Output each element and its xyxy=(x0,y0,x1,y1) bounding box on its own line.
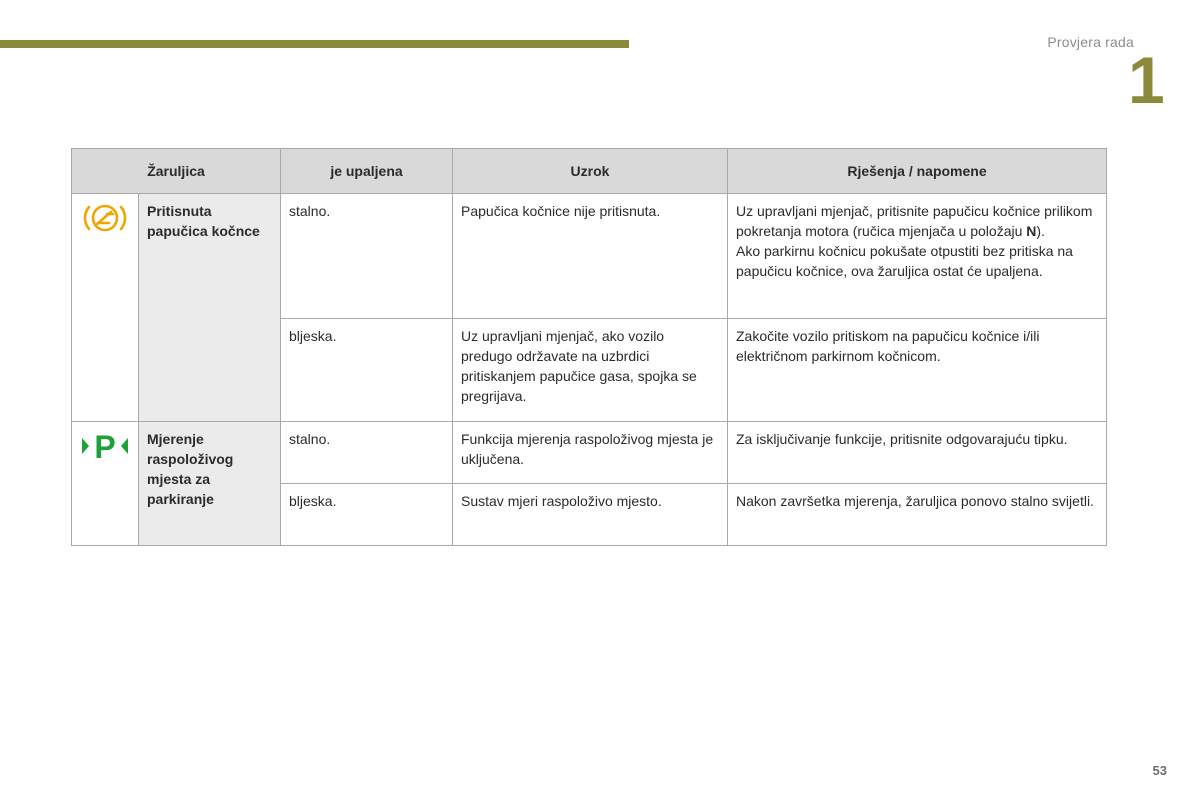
solution-text: Uz upravljani mjenjač, pritisnite papučicu kočnice prilikom pokretanja motora (ručica mjenjača u položaju xyxy=(736,203,1093,239)
cause-cell: Funkcija mjerenja raspoloživog mjesta je uključena. xyxy=(453,422,728,484)
parking-icon-letter: P xyxy=(94,429,116,463)
column-header-state: je upaljena xyxy=(281,149,453,194)
section-title: Provjera rada xyxy=(1047,34,1134,50)
table-header-row xyxy=(72,149,1107,194)
solution-cell xyxy=(728,194,1107,319)
solution-cell: Zakočite vozilo pritiskom na papučicu kočnice i/ili električnom parkirnom kočnicom. xyxy=(728,319,1107,422)
state-cell: bljeska. xyxy=(281,484,453,546)
solution-text-note: Ako parkirnu kočnicu pokušate otpustiti bez pritiska na papučicu kočnice, ova žaruljica ostat će upaljena. xyxy=(736,243,1073,279)
icon-cell xyxy=(72,422,139,546)
column-header-lamp: Žaruljica xyxy=(72,149,281,194)
solution-cell: Nakon završetka mjerenja, žaruljica ponovo stalno svijetli. xyxy=(728,484,1107,546)
lamp-name: Pritisnuta papučica kočnce xyxy=(139,194,281,422)
header-accent-bar xyxy=(0,40,629,48)
state-cell: bljeska. xyxy=(281,319,453,422)
state-cell: stalno. xyxy=(281,422,453,484)
solution-text-end: ). xyxy=(1036,223,1045,239)
cause-cell: Papučica kočnice nije pritisnuta. xyxy=(453,194,728,319)
column-header-solution: Rješenja / napomene xyxy=(728,149,1107,194)
cause-cell: Uz upravljani mjenjač, ako vozilo predugo održavate na uzbrdici pritiskanjem papučice gasa, spojka se pregrijava. xyxy=(453,319,728,422)
lamp-name: Mjerenje raspoloživog mjesta za parkiranje xyxy=(139,422,281,546)
solution-cell: Za isključivanje funkcije, pritisnite odgovarajuću tipku. xyxy=(728,422,1107,484)
brake-pedal-warning-icon xyxy=(80,222,130,238)
cause-cell: Sustav mjeri raspoloživo mjesto. xyxy=(453,484,728,546)
gear-position-label: N xyxy=(1026,223,1037,239)
page-number: 53 xyxy=(1152,763,1167,778)
table-row xyxy=(72,194,1107,319)
chapter-number: 1 xyxy=(1128,43,1165,117)
table-row xyxy=(72,422,1107,484)
icon-cell xyxy=(72,194,139,422)
column-header-cause: Uzrok xyxy=(453,149,728,194)
warning-lights-table xyxy=(71,148,1107,546)
state-cell: stalno. xyxy=(281,194,453,319)
parking-space-measure-icon xyxy=(80,429,130,466)
